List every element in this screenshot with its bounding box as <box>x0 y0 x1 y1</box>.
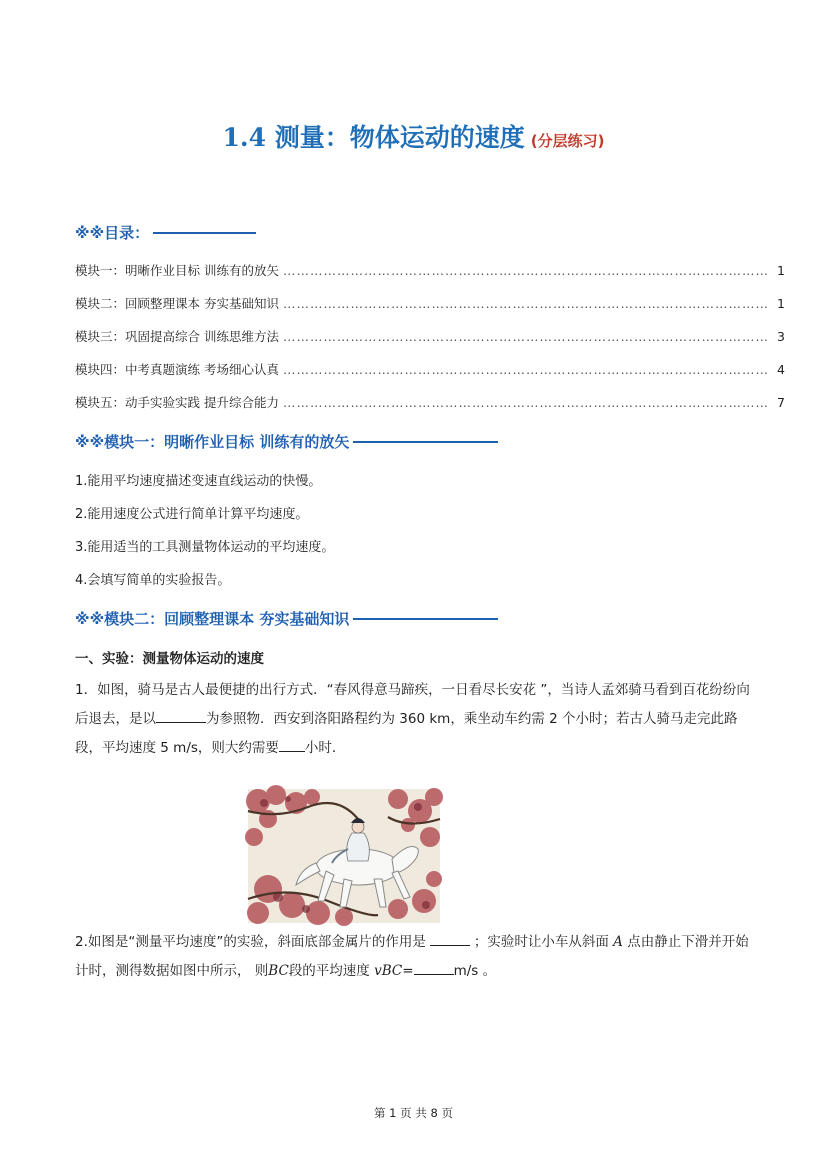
title-subtitle: (分层练习) <box>530 132 605 150</box>
title-main: 1.4 测量：物体运动的速度 <box>222 123 525 152</box>
q2-text-6: m/s 。 <box>453 963 497 979</box>
toc-leader: ……………………………………………………………………………………………… <box>282 361 769 377</box>
q1-blank-hours[interactable] <box>279 737 305 752</box>
toc-item-page: 3 <box>777 328 785 344</box>
q1-blank-reference[interactable] <box>156 708 206 723</box>
q2-segment-bc: BC <box>268 963 289 979</box>
toc-item-1[interactable] <box>75 261 785 279</box>
page-title <box>0 118 827 154</box>
module2-heading-text: ※※模块二：回顾整理课本 夯实基础知识 <box>75 610 350 628</box>
page-footer: 第 1 页 共 8 页 <box>374 1106 453 1120</box>
q2-blank-metal-sheet[interactable] <box>430 931 470 946</box>
toc-item-label: 模块三：巩固提高综合 训练思维方法 <box>75 329 279 344</box>
toc-item-2[interactable] <box>75 294 785 312</box>
q2-blank-speed[interactable] <box>414 960 454 975</box>
painting-svg <box>248 789 440 923</box>
module1-heading-text: ※※模块一：明晰作业目标 训练有的放矢 <box>75 433 350 451</box>
q2-text-2: ；实验时让小车从斜面 <box>473 934 609 950</box>
horse-rider-painting <box>248 789 440 923</box>
objective-4: 4.会填写简单的实验报告。 <box>75 573 231 588</box>
toc-leader: ……………………………………………………………………………………………… <box>282 328 769 344</box>
q2-text-4: 段的平均速度 <box>288 963 370 979</box>
q2-velocity-symbol: vBC <box>374 963 403 979</box>
toc-item-label: 模块四：中考真题演练 考场细心认真 <box>75 362 279 377</box>
module2-heading-rule <box>353 618 498 620</box>
toc-item-page: 7 <box>777 394 785 410</box>
toc-heading-text: ※※目录： <box>75 224 150 242</box>
experiment-subheading: 一、实验：测量物体运动的速度 <box>75 651 264 667</box>
q1-text-1: 1．如图，骑马是古人最便捷的出行方式．“春风得意马蹄疾，一日看尽长安花 ”，当诗人孟郊骑马看到百花纷纷向后退去，是以 <box>75 682 750 727</box>
question-2 <box>75 928 755 986</box>
toc-item-page: 1 <box>777 262 785 278</box>
toc-item-label: 模块二：回顾整理课本 夯实基础知识 <box>75 296 279 311</box>
q1-text-3: 小时． <box>304 740 346 756</box>
toc-item-3[interactable] <box>75 327 785 345</box>
toc-item-5[interactable] <box>75 393 785 411</box>
q2-point-a: A <box>613 934 623 950</box>
q2-text-5: = <box>402 963 414 979</box>
question-1 <box>75 676 755 763</box>
toc-item-label: 模块五：动手实验实践 提升综合能力 <box>75 395 279 410</box>
q2-text-3: 点由静止下滑并开始计时，测得数据如图中所示， 则 <box>75 934 749 979</box>
toc-leader: ……………………………………………………………………………………………… <box>282 262 769 278</box>
q2-text-1: 2.如图是“测量平均速度”的实验，斜面底部金属片的作用是 <box>75 934 426 950</box>
toc-item-page: 4 <box>777 361 785 377</box>
toc-leader: ……………………………………………………………………………………………… <box>282 394 769 410</box>
toc-leader: ……………………………………………………………………………………………… <box>282 295 769 311</box>
toc-heading <box>75 222 256 243</box>
q1-text-2: 为参照物．西安到洛阳路程约为 360 km，乘坐动车约需 2 个小时；若古人骑马走完此路段，平均速度 5 m/s，则大约需要 <box>75 711 738 756</box>
toc-item-page: 1 <box>777 295 785 311</box>
toc-heading-rule <box>153 232 256 234</box>
module1-heading <box>75 431 498 452</box>
toc-item-4[interactable] <box>75 360 785 378</box>
toc-item-label: 模块一：明晰作业目标 训练有的放矢 <box>75 263 279 278</box>
objective-1: 1.能用平均速度描述变速直线运动的快慢。 <box>75 474 322 489</box>
module2-heading <box>75 608 498 629</box>
module1-heading-rule <box>353 441 498 443</box>
objective-2: 2.能用速度公式进行简单计算平均速度。 <box>75 507 309 522</box>
objective-3: 3.能用适当的工具测量物体运动的平均速度。 <box>75 540 335 555</box>
